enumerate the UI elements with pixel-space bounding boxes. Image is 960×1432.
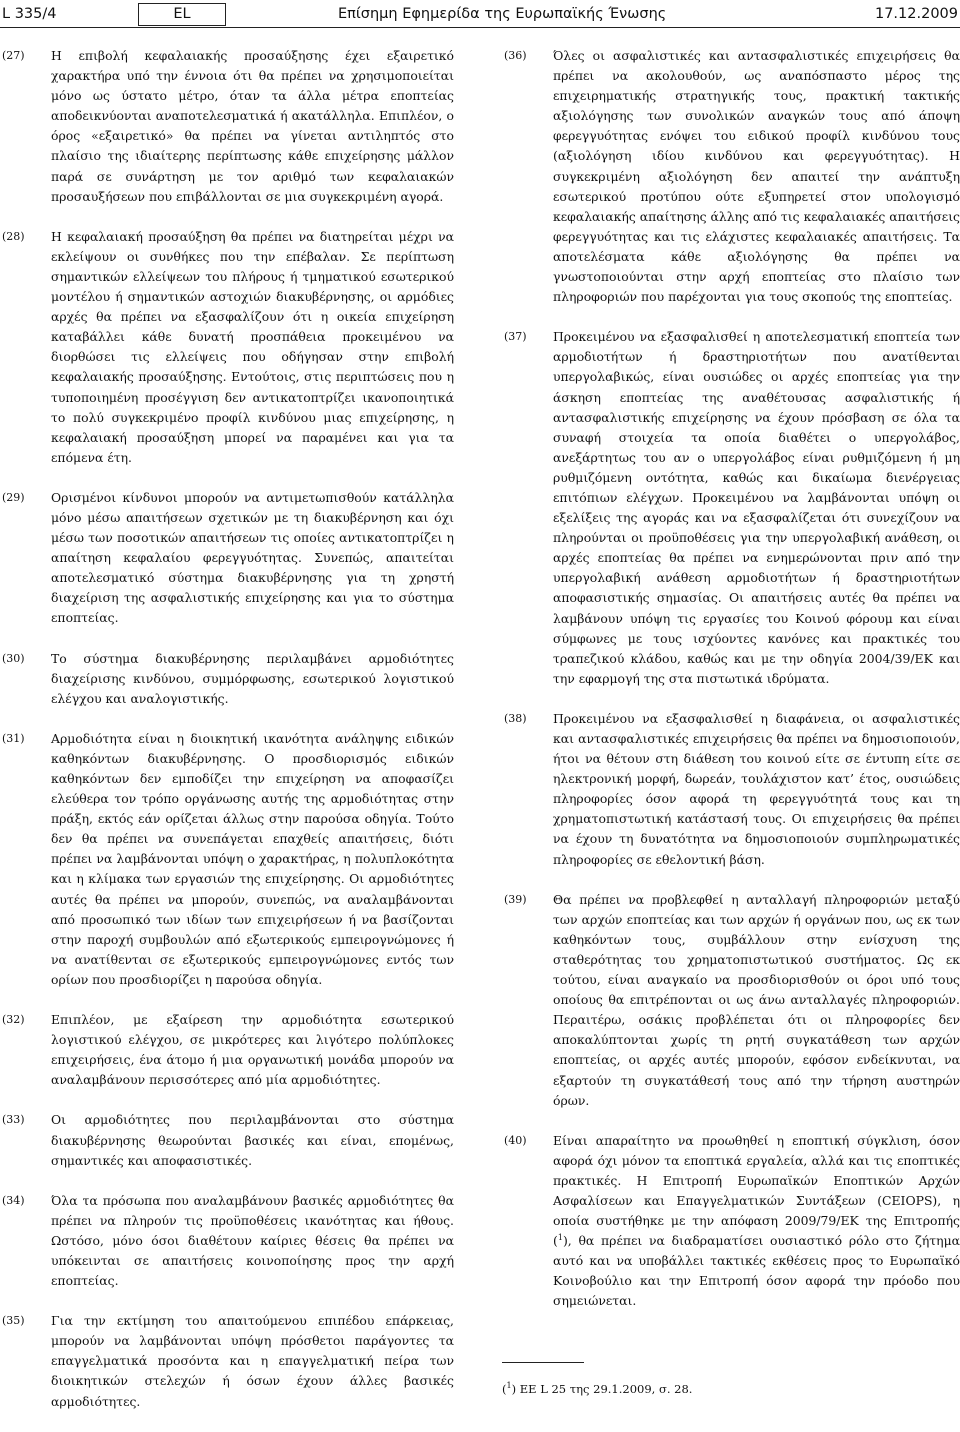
recital-40 <box>502 1131 960 1312</box>
recital-29 <box>0 488 454 629</box>
recital-text: Ορισμένοι κίνδυνοι μπορούν να αντιμετωπισθούν κατάλληλα μόνο μέσω απαιτήσεων σχετικών με τη διακυβέρνηση και όχι μέσω των ποσοτικών απαιτήσεων τις οποίες αντικατοπτρίζει η απαίτηση κεφαλαίου φερεγγυότητας. Συνεπώς, απαιτείται αποτελεσματικό σύστημα διακυβέρνησης για τη χρηστή διαχείριση της ασφαλιστικής επιχείρησης και για το σύστημα εποπτείας. <box>51 489 454 626</box>
recital-36 <box>502 46 960 307</box>
footnote-divider <box>502 1362 584 1363</box>
recital-31 <box>0 729 454 990</box>
recital-38 <box>502 709 960 870</box>
recital-text: Προκειμένου να εξασφαλισθεί η αποτελεσματική εποπτεία των αρμοδιοτήτων ή δραστηριοτήτων που ανατίθενται υπεργολαβικώς, είναι ουσιώδες οι αρχές εποπτείας για την άσκηση εποπτείας της αναθέτουσας ασφαλιστικής ή αντασφαλιστικής επιχείρησης να έχουν πρόσβαση σε όλα τα συναφή στοιχεία τα οποία διαθέτει ο υπεργολάβος, ανεξάρτητως του αν ο υπεργολάβος είναι ρυθμιζόμενη ή μη ρυθμιζόμενη οντότητα, καθώς και δικαίωμα διενέργειας επιτόπιων ελέγχων. Προκειμένου να λαμβάνονται υπόψη οι εξελίξεις της αγοράς και να εξασφαλίζεται ότι συνεχίζουν να πληρούνται οι προϋποθέσεις για την υπεργολαβική ανάθεση, οι αρχές εποπτείας θα πρέπει να ενημερώνονται πριν από την υπεργολαβική ανάθεση αρμοδιοτήτων ή δραστηριοτήτων αποφασιστικής σημασίας. Οι απαιτήσεις αυτές θα πρέπει να λαμβάνουν υπόψη τις εργασίες του Κοινού φόρουμ και είναι σύμφωνες με τους ισχύοντες κανόνες και πρακτικές του τραπεζικού κλάδου, καθώς και με την οδηγία 2004/39/ΕΚ και την εφαρμογή της στα πιστωτικά ιδρύματα. <box>553 329 960 686</box>
recital-text: Προκειμένου να εξασφαλισθεί η διαφάνεια, οι ασφαλιστικές και αντασφαλιστικές επιχειρήσεις θα πρέπει να δημοσιοποιούν, ήτοι να θέτουν στη διάθεση του κοινού είτε σε έντυπη είτε σε ηλεκτρονική μορφή, δωρεάν, τουλάχιστον κατ’ έτος, ουσιώδεις πληροφορίες όσον αφορά τη φερεγγυότητά τους και τη χρηματοπιστωτική κατάστασή τους. Οι επιχειρήσεις θα πρέπει να έχουν τη δυνατότητα να δημοσιοποιούν συμπληρωματικές πληροφορίες σε εθελοντική βάση. <box>553 710 960 867</box>
recital-number: (28) <box>2 229 25 243</box>
recital-number: (40) <box>504 1133 527 1147</box>
right-column <box>502 46 960 1332</box>
recital-text: Η κεφαλαιακή προσαύξηση θα πρέπει να διατηρείται μέχρι να εκλείψουν οι συνθήκες που την επέβαλαν. Σε περίπτωση σημαντικών ελλείψεων του πλήρους ή τμηματικού εσωτερικού μοντέλου ή σημαντικών αστοχιών διακυβέρνησης, οι αρμόδιες αρχές θα πρέπει να εξασφαλίζουν ότι η οικεία επιχείρηση καταβάλλει κάθε δυνατή προσπάθεια προκειμένου να διορθώσει τις ελλείψεις που οδήγησαν στην επιβολή κεφαλαιακής προσαύξησης. Εντούτοις, στις περιπτώσεις που η τυποποιημένη προσέγγιση δεν αντικατοπτρίζει ικανοποιητικά το πολύ συγκεκριμένο προφίλ κινδύνου μιας επιχείρησης, η κεφαλαιακή προσαύξηση μπορεί να παραμένει και για τα επόμενα έτη. <box>51 228 454 465</box>
recital-28 <box>0 227 454 468</box>
recital-number: (37) <box>504 330 527 344</box>
recital-33 <box>0 1110 454 1170</box>
recital-39 <box>502 890 960 1111</box>
recital-number: (32) <box>2 1013 25 1027</box>
footnote-mark: 1 <box>506 1381 512 1391</box>
recital-text: Όλες οι ασφαλιστικές και αντασφαλιστικές επιχειρήσεις θα πρέπει να ακολουθούν, ως αναπόσπαστο μέρος της επιχειρηματικής στρατηγικής τους, πρακτική τακτικής αξιολόγησης των συνολικών αναγκών τους από άποψη φερεγγυότητας ενόψει του ειδικού προφίλ κινδύνου τους (αξιολόγηση ιδίου κινδύνου και φερεγγυότητας). Η συγκεκριμένη αξιολόγηση δεν απαιτεί την ανάπτυξη εσωτερικού προτύπου ούτε εξυπηρετεί στον υπολογισμό κεφαλαιακής απαίτησης άλλης από τις κεφαλαιακές απαιτήσεις φερεγγυότητας και τις ελάχιστες κεφαλαιακές απαιτήσεις. Τα αποτελέσματα κάθε αξιολόγησης θα πρέπει να γνωστοποιούνται στην αρχή εποπτείας στο πλαίσιο των πληροφοριών που παρέχονται για τους σκοπούς της εποπτείας. <box>553 48 960 305</box>
recital-text <box>553 1131 960 1312</box>
recital-number: (38) <box>504 711 527 725</box>
recital-number: (27) <box>2 49 25 62</box>
recital-number: (35) <box>2 1314 25 1328</box>
recital-text-part: ), θα πρέπει να διαδραματίσει ουσιαστικό ρόλο στο ζήτημα αυτό και να υποβάλλει τακτικές εκθέσεις προς το Ευρωπαϊκό Κοινοβούλιο και την Επιτροπή όσον αφορά την πρόοδο που σημειώνεται. <box>553 1233 960 1309</box>
language-code-box: EL <box>138 3 226 26</box>
recital-text: Οι αρμοδιότητες που περιλαμβάνονται στο σύστημα διακυβέρνησης θεωρούνται βασικές και είναι, επομένως, σημαντικές και αποφασιστικές. <box>51 1112 454 1168</box>
recital-35 <box>0 1311 454 1411</box>
recital-number: (34) <box>2 1193 25 1207</box>
recital-text: Θα πρέπει να προβλεφθεί η ανταλλαγή πληροφοριών μεταξύ των αρχών εποπτείας και των αρχών ή οργάνων που, ως εκ των καθηκόντων τους, συμβάλλουν στην ενίσχυση της σταθερότητας του χρηματοπιστωτικού συστήματος. Ως εκ τούτου, είναι αναγκαίο να προσδιορισθούν οι όροι υπό τους οποίους θα επιτρέπονται οι ως άνω ανταλλαγές πληροφοριών. Περαιτέρω, οσάκις προβλέπεται ότι οι πληροφορίες δεν αποκαλύπτονται χωρίς τη ρητή συγκατάθεση των αρχών εποπτείας, οι αρχές αυτές μπορούν, εφόσον ενδείκνυται, να εξαρτούν τη συγκατάθεσή τους από την τήρηση αυστηρών όρων. <box>553 891 960 1108</box>
recital-text: Επιπλέον, με εξαίρεση την αρμοδιότητα εσωτερικού λογιστικού ελέγχου, σε μικρότερες και λιγότερο πολύπλοκες επιχειρήσεις, ένα άτομο ή μια οργανωτική μονάδα μπορούν να αναλαμβάνουν περισσότερες από μία αρμοδιότητες. <box>51 1012 454 1088</box>
header-divider <box>0 27 960 28</box>
left-column <box>0 46 454 1432</box>
recital-32 <box>0 1010 454 1090</box>
page-reference: L 335/4 <box>2 6 57 22</box>
page-header <box>0 0 960 30</box>
recital-text: Όλα τα πρόσωπα που αναλαμβάνουν βασικές αρμοδιότητες θα πρέπει να πληρούν τις προϋποθέσεις ικανότητας και ήθους. Ωστόσο, μόνο όσοι διαθέτουν καίριες θέσεις θα πρέπει να υπόκεινται σε απαιτήσεις κοινοποίησης προς την αρχή εποπτείας. <box>51 1192 454 1289</box>
recital-34 <box>0 1191 454 1291</box>
recital-number: (39) <box>504 892 527 906</box>
footnote-reference[interactable]: 1 <box>557 1233 563 1243</box>
recital-text-part: Είναι απαραίτητο να προωθηθεί η εποπτική σύγκλιση, όσον αφορά όχι μόνον τα εποπτικά εργαλεία, αλλά και τις εποπτικές πρακτικές. Η Επιτροπή Ευρωπαϊκών Εποπτικών Αρχών Ασφαλίσεων και Επαγγελματικών Συντάξεων (CEIOPS), η οποία συστήθηκε με την απόφαση 2009/79/ΕΚ της Επιτροπής ( <box>553 1132 960 1249</box>
recital-number: (31) <box>2 731 25 745</box>
recital-37 <box>502 327 960 689</box>
recital-number: (29) <box>2 490 25 504</box>
recital-number: (36) <box>504 49 527 62</box>
recital-text: Το σύστημα διακυβέρνησης περιλαμβάνει αρμοδιότητες διαχείρισης κινδύνου, συμμόρφωσης, εσωτερικού λογιστικού ελέγχου και αναλογιστικής. <box>51 650 454 706</box>
recital-text: Αρμοδιότητα είναι η διοικητική ικανότητα ανάληψης ειδικών καθηκόντων διακυβέρνησης. Ο προσδιορισμός ειδικών καθηκόντων δεν εμποδίζει την επιχείρηση να αποφασίζει ελεύθερα τον τρόπο οργάνωσης αυτής της αρμοδιότητας στην πράξη, εκτός εάν ορίζεται άλλως στην παρούσα οδηγία. Τούτο δεν θα πρέπει να συνεπάγεται επαχθείς απαιτήσεις, διότι πρέπει να λαμβάνονται υπόψη ο χαρακτήρας, η πολυπλοκότητα και η κλίμακα των εργασιών της επιχείρησης. Οι αρμοδιότητες αυτές θα πρέπει να μπορούν, συνεπώς, να αναλαμβάνονται από προσωπικό των ιδίων των επιχειρήσεων ή να βασίζονται στην παροχή συμβουλών από εξωτερικούς εμπειρογνώμονες ή να ανατίθενται σε εξωτερικούς εμπειρογνώμονες εντός των ορίων που προσδιορίζει η παρούσα οδηγία. <box>51 730 454 987</box>
recital-30 <box>0 649 454 709</box>
recital-text: Η επιβολή κεφαλαιακής προσαύξησης έχει εξαιρετικό χαρακτήρα υπό την έννοια ότι θα πρέπει να χρησιμοποιείται μόνο ως ύστατο μέτρο, όταν τα άλλα μέτρα εποπτείας αποδεικνύονται αναποτελεσματικά ή ακατάλληλα. Επιπλέον, ο όρος «εξαιρετικό» θα πρέπει να γίνεται αντιληπτός στο πλαίσιο της ιδιαίτερης περίπτωσης κάθε επιχείρησης μάλλον παρά σε συνάρτηση με τον αριθμό των κεφαλαιακών προσαυξήσεων που επιβάλλονται σε μια συγκεκριμένη αγορά. <box>51 48 454 204</box>
recital-27 <box>0 46 454 207</box>
journal-title: Επίσημη Εφημερίδα της Ευρωπαϊκής Ένωσης <box>338 6 667 22</box>
footnote-text: EE L 25 της 29.1.2009, σ. 28. <box>519 1382 693 1396</box>
recital-number: (30) <box>2 651 25 665</box>
recital-text: Για την εκτίμηση του απαιτούμενου επιπέδου επάρκειας, μπορούν να λαμβάνονται υπόψη πρόσθετοι παράγοντες τα επαγγελματικά προσόντα και η επαγγελματική πείρα των διοικητικών στελεχών ή όσων έχουν άλλες βασικές αρμοδιότητες. <box>51 1313 454 1409</box>
publication-date: 17.12.2009 <box>874 6 958 22</box>
footnote: ($^1$) EE L 25 της 29.1.2009, σ. 28. <box>502 1381 693 1396</box>
recital-number: (33) <box>2 1113 25 1127</box>
